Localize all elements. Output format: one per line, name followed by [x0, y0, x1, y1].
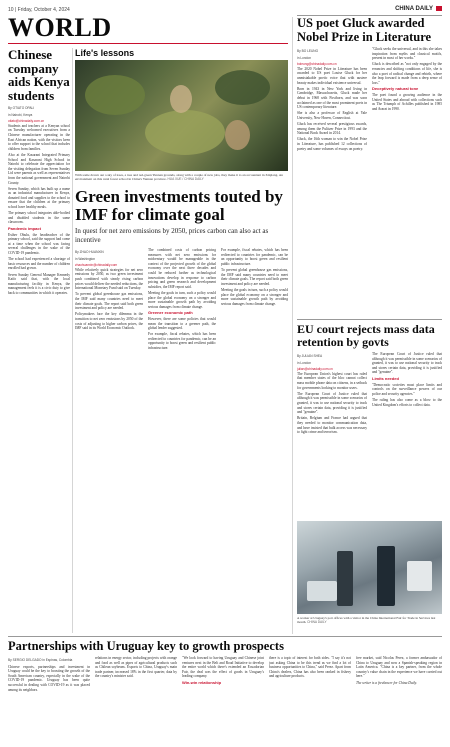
chinese-paragraph: Seven Sunday, which has built up a name as an industrial manufacturer in Kenya, donated food and supplies to the school to ensure that the children at the primary school have healthy meals.	[8, 186, 70, 210]
green-column-3	[221, 248, 288, 633]
uruguay-location: in Espinas, Colombia	[42, 658, 73, 662]
uruguay-paragraph: free market, said Nicolas Perez, a former ambassador of China to Uruguay and now a Spanish-speaking region in Latin America. "China is a key partner, from the whole country's value chain in the experience we have carried out here."	[356, 656, 442, 679]
chinese-paragraph: Also at the Kasarani Integrated Primary School and Kasarani High School in Nairobi to celebrate the appreciation for the visiting delegation from Seven Sunday Ltd were parents as well as representatives from the national government and Nairobi County.	[8, 152, 70, 185]
uruguay-subhead: Win-win relationship	[182, 679, 222, 685]
photo-credit: HUA XUE / CHINA DAILY	[167, 177, 204, 182]
green-paragraph: The combined costs of carbon pricing measures with net zero emissions for midcentury would be manageable in the context of the projected growth of the global economy over the next three decades and could be reduced further as technological innovations develop in response to carbon pricing and green research and development subsidies, the IMF report said.	[148, 248, 216, 289]
us-column-1	[297, 47, 367, 317]
uruguay-paragraph: "We look forward to having Uruguay and Chinese joint ventures next in the Belt and Road Initiative to develop the entire world which there's extended an Ecuadorian Fair, the deal was the effect of goods in Uruguay's leading company.	[182, 656, 264, 679]
uruguay-byline-line	[8, 658, 90, 663]
chinese-subhead: Pandemic impact	[8, 226, 41, 232]
uruguay-paragraph: relations in energy sector, including projects with orange and food as well as pipes of agricultural products such as Chilean soybeans. Exports to China, Uruguay's main trade partner, increased 18% in the first quarter, data by the country's minister said.	[95, 656, 177, 679]
us-paragraph: Gluck is described as "not only engaged by the errancies and shifting conditions of life, she is also a poet of radical change and rebirth, where the leap forward is made from a deep sense of loss."	[372, 62, 442, 85]
page-number: 10	[8, 7, 14, 13]
uruguay-column-5	[356, 656, 442, 744]
uruguay-paragraph: Chinese exports, partnerships and investment in Uruguay could be the key to boosting the growth of the South American country, especially in the wake of the COVID-19 pandemic. Uruguay has been quite successful in dealing with COVID-19 as it was placed among its neighbors.	[8, 664, 90, 692]
green-byline: By ZHAO HUANXIN	[75, 250, 104, 254]
green-headline: Green investments touted by IMF for climate goal	[75, 187, 283, 224]
us-subhead: Deceptively natural tone	[372, 86, 419, 92]
chinese-paragraph: Esther Obulu, the headteacher of the primary school, said the support had come at a time when the school was facing several challenges in the wake of the COVID-19 pandemic.	[8, 232, 70, 255]
chinese-location: in Nairobi, Kenya	[8, 112, 33, 117]
chinese-paragraph: Students and teachers at a Kenyan school on Tuesday welcomed executives from a Chinese manufacturer operating in the East African nation, with the visitors keen to offer support to the school that includes children from families.	[8, 123, 70, 151]
eu-top-rule	[297, 319, 442, 320]
green-location: in Washington	[75, 256, 96, 261]
chinese-paragraph: Seven Sunday General Manager Kennedy Kaifo said that, with the local manufacturing facility in Kenya, the management feels it is a civic duty to give back to communities in which it operates.	[8, 272, 70, 295]
eu-photo-caption	[297, 616, 442, 624]
lifes-lessons-caption	[75, 173, 288, 182]
us-paragraph: Born in 1943 in New York and living in Cambridge, Massachusetts, Gluck made her debut in 1968 with Firstborn, and was soon acclaimed as one of the most prominent poets in US contemporary literature.	[297, 86, 367, 110]
eu-subhead: Limits needed	[372, 375, 399, 381]
section-title	[8, 15, 140, 41]
eu-byline: By JULIAN SHEA	[297, 354, 323, 358]
us-paragraph: The 2020 Nobel Prize in Literature has been awarded to US poet Louise Gluck for her unmistakable poetic voice that with austere beauty makes individual existence universal.	[297, 66, 367, 85]
eu-paragraph: The ruling has also come as a blow to the United Kingdom's efforts to collect data.	[372, 397, 442, 407]
eu-column-1	[297, 352, 367, 518]
paper-label: CHINA DAILY	[395, 6, 433, 12]
eu-email[interactable]: julian@chinadaily.com.cn	[297, 367, 333, 372]
date-line: Friday, October 4, 2024	[17, 7, 70, 13]
eu-paragraph: Britain, Belgium and France had argued that they needed to monitor communication data, and have insisted that bulk access was necessary to fight crime and terrorism.	[297, 416, 367, 435]
photo-credit: CHINA DAILY	[307, 620, 327, 625]
eu-column-2	[372, 352, 442, 518]
us-location: in London	[297, 55, 312, 60]
green-paragraph: While relatively quick strategies for net zero emissions by 2050, as two green investment push combined with steady rising carbon prices would deliver the needed reductions, the International Monetary Fund said on Tuesday.	[75, 267, 143, 291]
uruguay-column-4	[269, 656, 351, 744]
uruguay-column-1	[8, 656, 90, 744]
green-column-1	[75, 248, 143, 633]
green-paragraph: Meeting the goals in turn, such a policy would place the global economy on a stronger and more sustainable growth path by avoiding serious damages from climate change.	[221, 287, 288, 306]
column-divider	[292, 17, 293, 634]
chinese-paragraph: The primary school integrates able-bodied and disabled students in the same classroom.	[8, 211, 70, 225]
us-byline: By BO LEUNG	[297, 49, 319, 53]
caption-text: With some drawn out a sky of trees, a tree and red-green Yunnan grounds, along with a couple of new jobs, they make it to an accountant in Xinjiang. An environment on this rural forest school in China's Yunnan province.	[75, 173, 283, 182]
eu-paragraph: The European Court of Justice ruled that although it was permissible in some scenarios of granted, it was to use national security to track and stores certain data, providing it is justified and "genuine".	[372, 352, 442, 375]
page-number-date: 10 | Friday, October 4, 2024	[8, 7, 70, 13]
bottom-rule	[8, 636, 442, 637]
caption-text: A worker at Uruguay's port offices with a visitor in the China International Fair for Trade in Services last month.	[297, 616, 436, 625]
green-paragraph: However, there are some policies that would mean the transition to a greener path, the global lender suggested.	[148, 316, 216, 331]
green-paragraph: To prevent global greenhouse gas emissions, the IMF said many countries need to meet their climate goals. The report said both green investment and policy are needed.	[221, 267, 288, 286]
us-paragraph: The poet found a growing audience in the United States and abroad with collections such as The Triumph of Achilles published in 1985 and Ararat in 1990.	[372, 92, 442, 111]
chinese-paragraph: The school had experienced a shortage of basic resources and the number of children enrolled had grown.	[8, 257, 70, 271]
green-paragraph: For example, fiscal rebates, which has been redirected to countries for pandemic, can be an opportunity to boost green and resilient public infrastructure.	[148, 332, 216, 351]
us-paragraph: Gluck, the 16th woman to win the Nobel Prize in Literature, has published 12 collections of poetry and some volumes of essays on poetry.	[297, 137, 367, 151]
green-subhead: Greener economic path	[148, 310, 193, 316]
section-word: WORLD	[8, 13, 112, 42]
us-paragraph: She is also a professor of English at Yale University, New Haven, Connecticut.	[297, 111, 367, 120]
green-paragraph: To prevent global greenhouse gas emissions, the IMF said many countries need to meet their climate goals. The report said both green investment and policy are needed.	[75, 292, 143, 311]
eu-headline: EU court rejects mass data retention by govts	[297, 322, 435, 349]
uruguay-writer-note: The writer is a freelancer for China Daily.	[356, 680, 417, 685]
uruguay-headline: Partnerships with Uruguay key to growth prospects	[8, 639, 284, 653]
uruguay-paragraph: there is a topic of interest for both sides. "I say it's not just asking China to be this trend as we find a lot of business opportunities to China," said Perez. Apart from China's dealers, China has also been ranked in fishery and agriculture products.	[269, 656, 351, 679]
us-email[interactable]: boleung@chinadaily.com.cn	[297, 62, 337, 67]
eu-paragraph: "Democratic societies must place limits and controls on the surveillance powers of our police and security agencies."	[372, 382, 442, 396]
chinese-byline: By OTIATO OPALI	[8, 106, 35, 110]
chinese-email[interactable]: otiato@chinadaily.com.cn	[8, 119, 45, 124]
us-paragraph: "Gluck seeks the universal, and in this she takes inspiration from myths and classical motifs, present in most of her works."	[372, 47, 442, 61]
eu-photo	[297, 521, 442, 614]
green-deck: In quest for net zero emissions by 2050, prices carbon can also act as incentive	[75, 227, 269, 244]
uruguay-column-3	[182, 656, 264, 744]
lifes-lessons-label	[75, 48, 288, 58]
green-paragraph: Meeting the goals in turn, such a policy would place the global economy on a stronger and more sustainable growth path by avoiding serious damages from climate change.	[148, 290, 216, 309]
us-column-2	[372, 47, 442, 317]
eu-paragraph: The European Union's highest court has ruled that member states of the bloc cannot collect mass mobile phone data on citizens, in a setback for governments looking to monitor users.	[297, 371, 367, 390]
chinese-headline: Chinese company aids Kenya students	[8, 47, 70, 103]
green-paragraph: For example, fiscal rebates, which has been redirected to countries for pandemic, can be an opportunity to boost green and resilient public infrastructure.	[221, 248, 288, 266]
section-rule	[8, 43, 288, 44]
uruguay-column-2	[95, 656, 177, 744]
green-email[interactable]: zhaohuanxin@chinadaily.com	[75, 263, 118, 268]
lifes-lessons-title: Life's lessons	[75, 48, 135, 58]
column-divider	[72, 48, 73, 633]
eu-paragraph: The European Court of Justice ruled that although it was permissible in some scenarios of granted, it was to use national security to track and stores certain data, providing it is justified and "genuine".	[297, 391, 367, 415]
green-column-2	[148, 248, 216, 633]
us-paragraph: Gluck has received several prestigious awards, among them the Pulitzer Prize in 1993 and the National Book Award in 2014.	[297, 122, 367, 136]
paper-logo-icon	[436, 6, 442, 11]
lifes-lessons-photo	[75, 60, 288, 171]
eu-location: in London	[297, 360, 312, 365]
uruguay-byline: By SERGIO DELGADO	[8, 658, 42, 662]
green-paragraph: Policymakers face the key dilemma in the transition to net zero emissions by 2050 of the costs of adjusting to higher carbon prices, the IMF said in its World Economic Outlook.	[75, 312, 143, 331]
paper-name	[395, 6, 442, 12]
us-headline: US poet Gluck awarded Nobel Prize in Literature	[297, 16, 432, 44]
chinese-article	[8, 104, 70, 634]
